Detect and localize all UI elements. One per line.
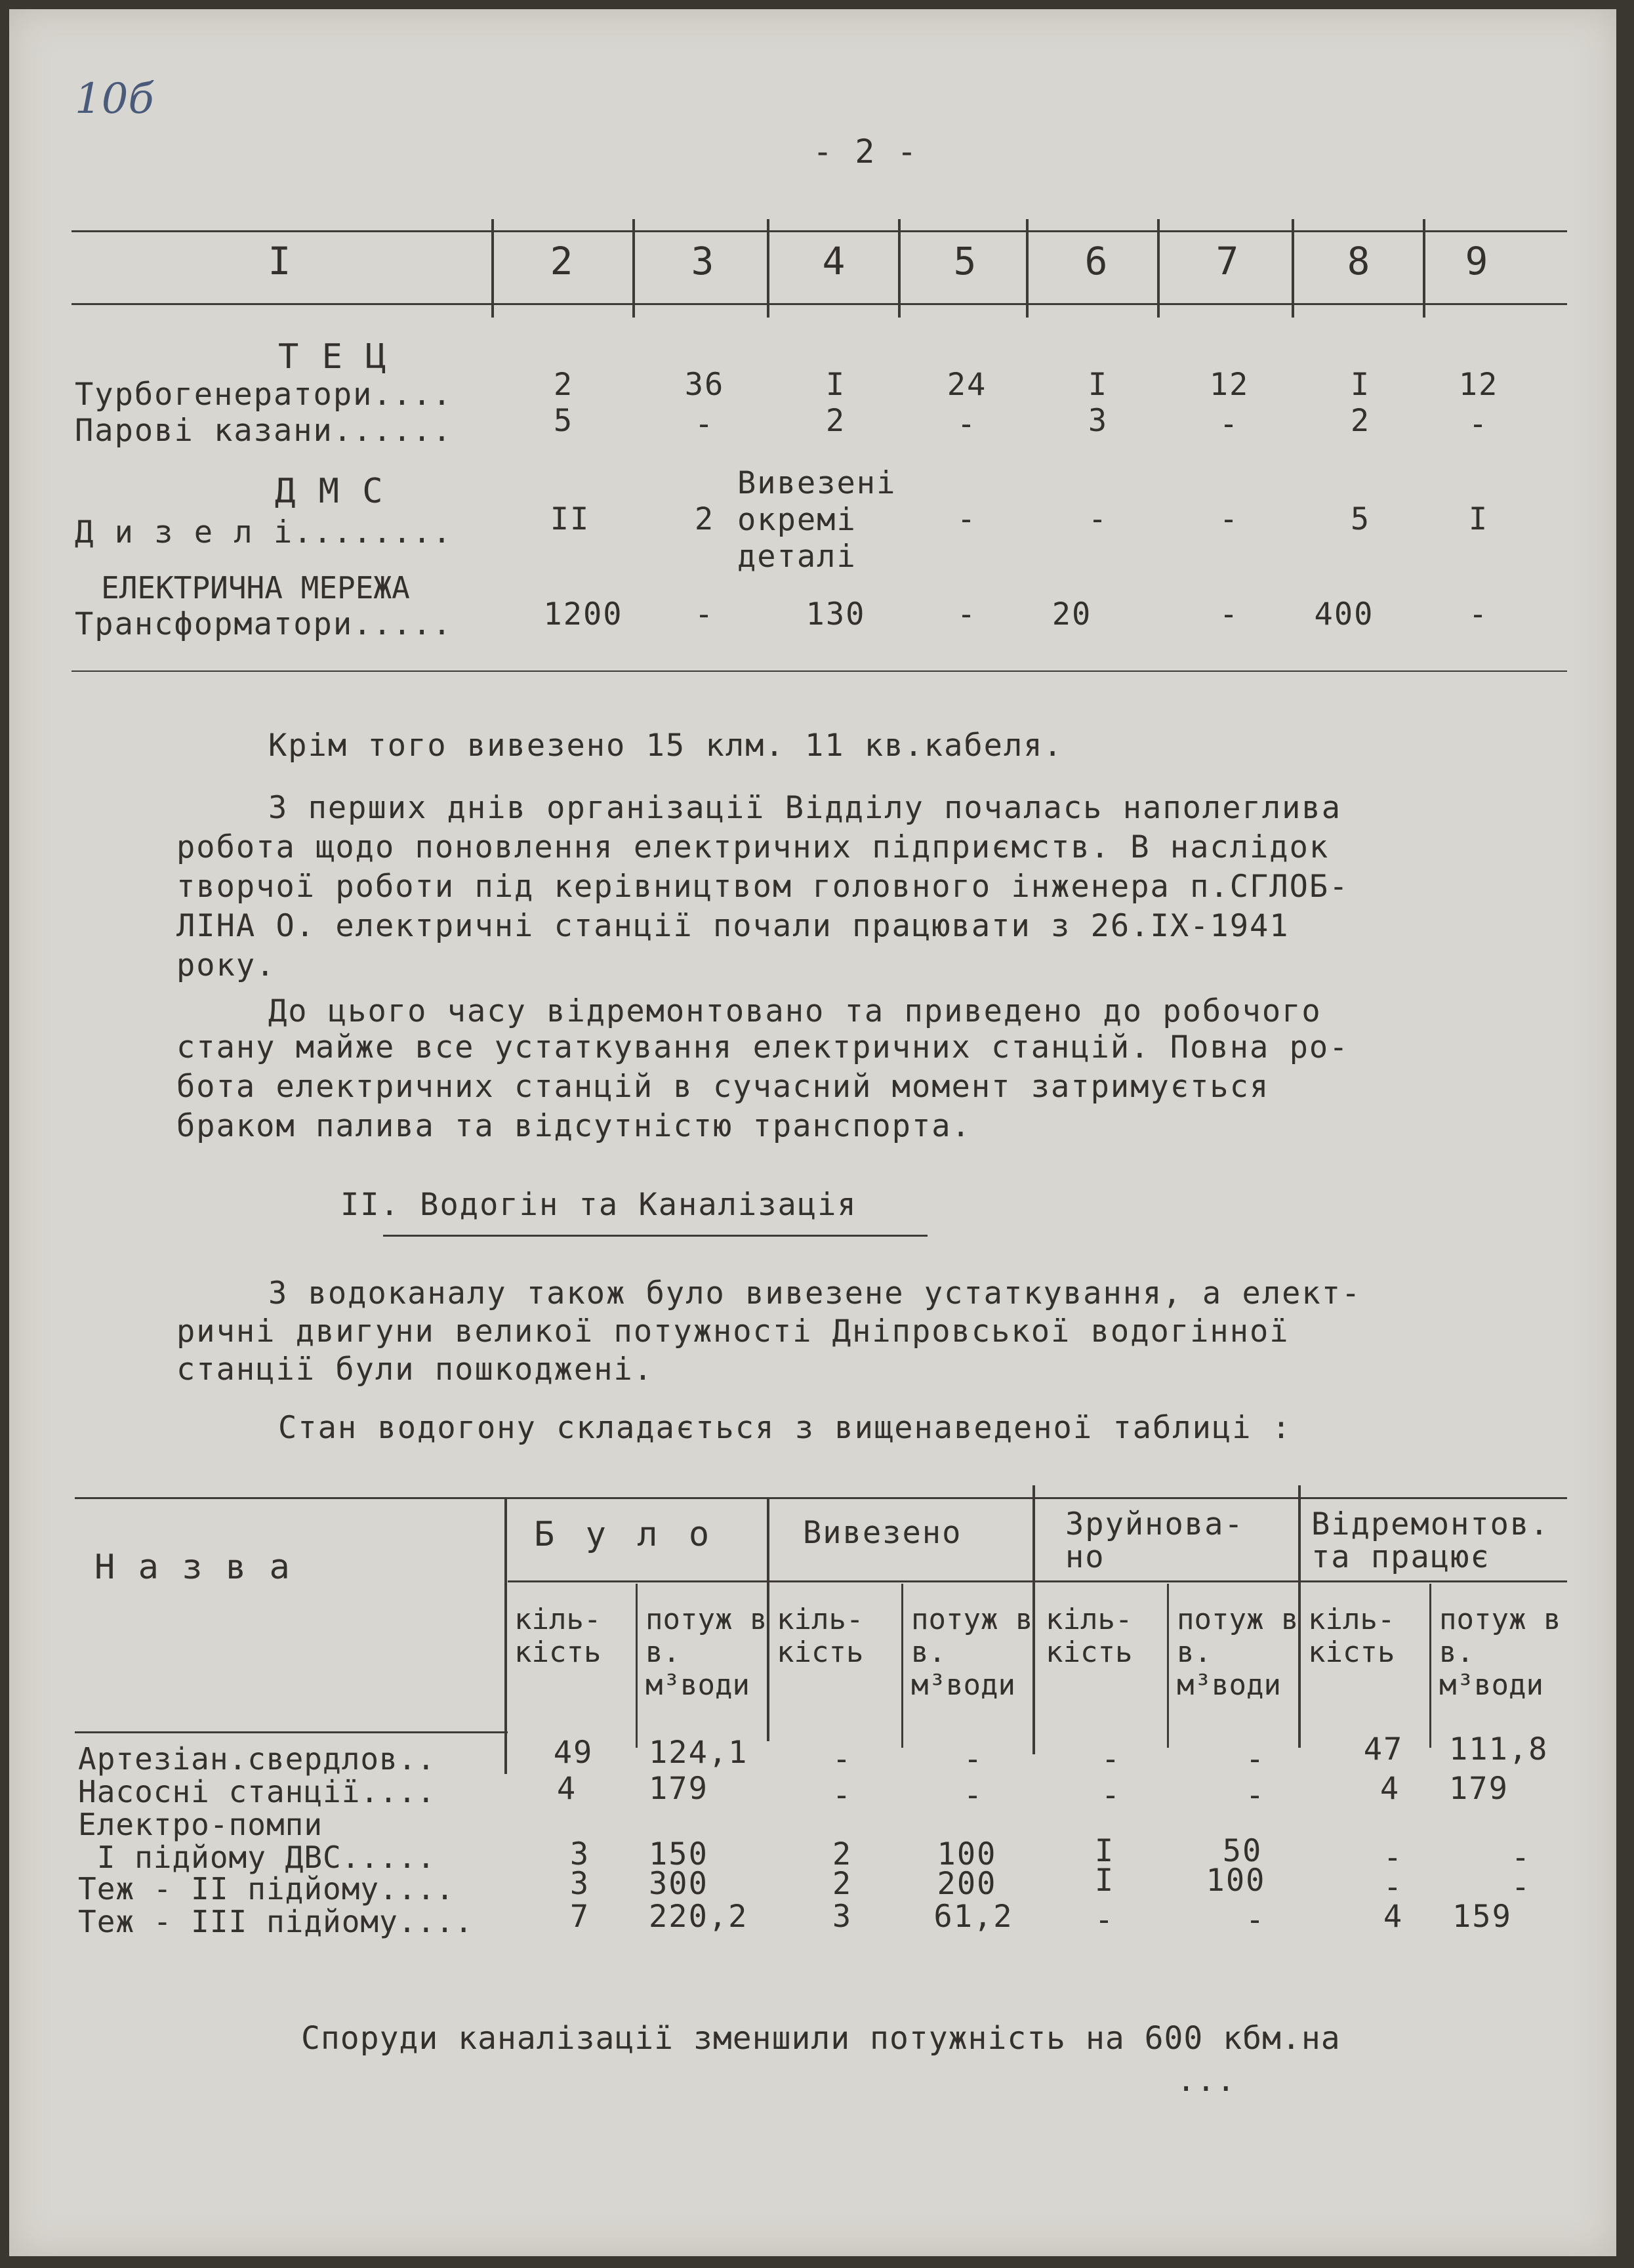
row-label: I підйому ДВС..... xyxy=(78,1840,436,1875)
cell: - xyxy=(1094,1902,1115,1938)
cell: - xyxy=(1101,1777,1122,1813)
row-label: Д и з е л і........ xyxy=(75,514,453,550)
table1-col-header: 6 xyxy=(1084,239,1112,283)
cell: 100 xyxy=(937,1836,997,1872)
table2-subcol-divider xyxy=(901,1584,903,1748)
cell: 130 xyxy=(806,596,866,632)
cell: 400 xyxy=(1314,596,1374,632)
table1-col-header: 7 xyxy=(1215,239,1243,283)
table2-header-rule xyxy=(75,1731,508,1733)
section-title-dms: Д М С xyxy=(275,472,384,511)
row-label: Трансформатори..... xyxy=(75,606,453,642)
cell: - xyxy=(1245,1902,1266,1938)
row-label: Теж - II підйому.... xyxy=(78,1871,455,1907)
cell: - xyxy=(694,406,715,442)
cell-note: Вивезені окремі деталі xyxy=(737,465,897,575)
table1-col-divider xyxy=(898,219,901,318)
table2-subheader-qty: кіль- кість xyxy=(1046,1603,1133,1669)
paragraph-line: робота щодо поновлення електричних підприємств. В наслідок xyxy=(176,829,1330,865)
cell: 20 xyxy=(1052,596,1092,632)
paragraph-line: ричні двигуни великої потужності Дніпровської водогінної xyxy=(176,1313,1290,1350)
cell: - xyxy=(956,406,977,442)
section-heading: II. Водогін та Каналізація xyxy=(340,1187,857,1223)
section-title-tec: Т Е Ц xyxy=(278,337,388,377)
table1-col-divider xyxy=(1292,219,1294,318)
cell: 49 xyxy=(553,1735,594,1771)
cell: 24 xyxy=(947,367,987,403)
cell: 2 xyxy=(1350,403,1371,439)
row-label: Артезіан.свердлов.. xyxy=(78,1741,436,1777)
table1-col-divider xyxy=(1423,219,1425,318)
cell: 179 xyxy=(649,1771,708,1807)
table2-subcol-divider xyxy=(636,1584,638,1748)
table1-bottom-rule xyxy=(71,670,1567,672)
cell: I xyxy=(1468,501,1489,537)
cell: 61,2 xyxy=(933,1899,1013,1935)
cell: 2 xyxy=(694,501,715,537)
cell: - xyxy=(1383,1869,1404,1905)
cell: 2 xyxy=(825,403,846,439)
cell: 220,2 xyxy=(649,1899,748,1935)
cell: - xyxy=(1245,1741,1266,1777)
cell: II xyxy=(550,501,590,537)
table1-col-header: 2 xyxy=(550,239,577,283)
last-line: Споруди каналізації зменшили потужність на 600 кбм.на xyxy=(301,2020,1341,2057)
cell: 150 xyxy=(649,1836,708,1872)
table2-subheader-power: потуж в в. м³води xyxy=(911,1603,1033,1702)
table2-subheader-qty: кіль- кість xyxy=(1308,1603,1395,1669)
cell: I xyxy=(825,367,846,403)
cell: 50 xyxy=(1222,1833,1263,1869)
cell: 47 xyxy=(1363,1731,1404,1767)
cell: I xyxy=(1094,1833,1115,1869)
cell: - xyxy=(956,596,977,632)
cell: 124,1 xyxy=(649,1735,748,1771)
cell: 7 xyxy=(569,1899,590,1935)
cell: - xyxy=(1511,1869,1532,1905)
cell: I xyxy=(1094,1863,1115,1899)
table1-col-header: 4 xyxy=(822,239,849,283)
row-label: Парові казани...... xyxy=(75,413,453,449)
cell: 3 xyxy=(569,1836,590,1872)
cell: 3 xyxy=(569,1866,590,1902)
row-label: Насосні станції.... xyxy=(78,1774,436,1809)
row-label: Теж - III підйому.... xyxy=(78,1904,474,1939)
table2-subheader-power: потуж в в. м³води xyxy=(645,1603,767,1702)
paragraph-line: Крім того вивезено 15 клм. 11 кв.кабеля. xyxy=(268,728,1063,764)
cell: 12 xyxy=(1458,367,1499,403)
cell: 2 xyxy=(832,1866,853,1902)
table2-group-header: Відремонтов. та працює xyxy=(1311,1506,1550,1575)
cell: 3 xyxy=(1088,403,1109,439)
table2-group-header: Б у л о xyxy=(534,1515,715,1554)
table1-col-header: 5 xyxy=(953,239,981,283)
cell: - xyxy=(963,1777,984,1813)
table1-col-header: 9 xyxy=(1465,239,1492,283)
paragraph-line: станції були пошкоджені. xyxy=(176,1351,654,1388)
table1-col-divider xyxy=(1157,219,1160,318)
paragraph-line: року. xyxy=(176,947,276,983)
cell: I xyxy=(1350,367,1371,403)
page-number: - 2 - xyxy=(813,133,918,171)
cell: - xyxy=(1219,501,1240,537)
cell: - xyxy=(1511,1840,1532,1876)
cell: 179 xyxy=(1449,1771,1509,1807)
cell: 300 xyxy=(649,1866,708,1902)
section-title-network: ЕЛЕКТРИЧНА МЕРЕЖА xyxy=(101,570,410,606)
cell: 2 xyxy=(553,367,574,403)
cell: - xyxy=(832,1777,853,1813)
cell: - xyxy=(1101,1741,1122,1777)
table2-group-header: Зруйнова- но xyxy=(1065,1506,1244,1575)
cell: 2 xyxy=(832,1836,853,1872)
cell: 5 xyxy=(1350,501,1371,537)
cell: 159 xyxy=(1452,1899,1512,1935)
table2-subheader-power: потуж в в. м³води xyxy=(1439,1603,1561,1702)
paragraph-line: З перших днів організації Відділу почалась наполеглива xyxy=(268,790,1342,826)
table1-col-divider xyxy=(1026,219,1029,318)
cell: 4 xyxy=(1379,1771,1400,1807)
paragraph-line: стану майже все устаткування електричних станцій. Повна ро- xyxy=(176,1029,1349,1065)
cell: - xyxy=(1468,406,1489,442)
cell: 4 xyxy=(556,1771,577,1807)
table2-subheader-power: потуж в в. м³води xyxy=(1177,1603,1299,1702)
table2-subheader-qty: кіль- кість xyxy=(514,1603,602,1669)
table2-subcol-divider xyxy=(1429,1584,1431,1748)
cell: 1200 xyxy=(543,596,623,632)
table2-subheader-qty: кіль- кість xyxy=(777,1603,864,1669)
cell: 5 xyxy=(553,403,574,439)
cell: I xyxy=(1088,367,1109,403)
footer-dots: ... xyxy=(1177,2063,1236,2099)
cell: - xyxy=(956,501,977,537)
row-label: Електро-помпи xyxy=(78,1807,323,1842)
cell: 3 xyxy=(832,1899,853,1935)
cell: - xyxy=(1219,406,1240,442)
table1-top-rule xyxy=(71,230,1567,232)
archive-mark: 10б xyxy=(75,75,154,123)
cell: - xyxy=(963,1741,984,1777)
cell: - xyxy=(832,1741,853,1777)
table2-group-header: Вивезено xyxy=(803,1515,962,1551)
table2-name-header: Н а з в а xyxy=(94,1548,291,1587)
section-heading-underline xyxy=(383,1235,928,1237)
cell: 4 xyxy=(1383,1899,1404,1935)
cell: 111,8 xyxy=(1449,1731,1549,1767)
document-page xyxy=(9,9,1616,2256)
cell: 100 xyxy=(1206,1863,1266,1899)
cell: 36 xyxy=(684,367,725,403)
cell: 200 xyxy=(937,1866,997,1902)
table2-group-rule xyxy=(508,1580,1567,1582)
paragraph-line: бота електричних станцій в сучасний момент затримується xyxy=(176,1069,1270,1105)
table1-header-rule xyxy=(71,303,1567,305)
paragraph-line: браком палива та відсутністю транспорта. xyxy=(176,1108,971,1144)
paragraph-line: До цього часу відремонтовано та приведено до робочого xyxy=(268,993,1322,1029)
paragraph-line: З водоканалу також було вивезене устаткування, а елект- xyxy=(268,1275,1362,1311)
table1-col-divider xyxy=(632,219,635,318)
cell: - xyxy=(1468,596,1489,632)
table1-col-header: 3 xyxy=(691,239,718,283)
table1-col-divider xyxy=(491,219,494,318)
cell: - xyxy=(1088,501,1109,537)
cell: - xyxy=(1219,596,1240,632)
cell: 12 xyxy=(1209,367,1250,403)
table2-top-rule xyxy=(75,1497,1567,1499)
paragraph-line: ЛІНА О. електричні станції почали працювати з 26.IX-1941 xyxy=(176,908,1290,944)
cell: - xyxy=(694,596,715,632)
table1-col-header: 8 xyxy=(1347,239,1374,283)
cell: - xyxy=(1245,1777,1266,1813)
table2-subcol-divider xyxy=(1167,1584,1169,1748)
table1-col-header: I xyxy=(268,239,295,283)
row-label: Турбогенератори.... xyxy=(75,377,453,413)
paragraph-line: творчої роботи під керівництвом головного інженера п.СГЛОБ- xyxy=(176,869,1349,905)
table1-col-divider xyxy=(767,219,769,318)
paragraph-line: Стан водогону складається з вищенаведеної таблиці : xyxy=(278,1410,1292,1446)
cell: - xyxy=(1383,1840,1404,1876)
